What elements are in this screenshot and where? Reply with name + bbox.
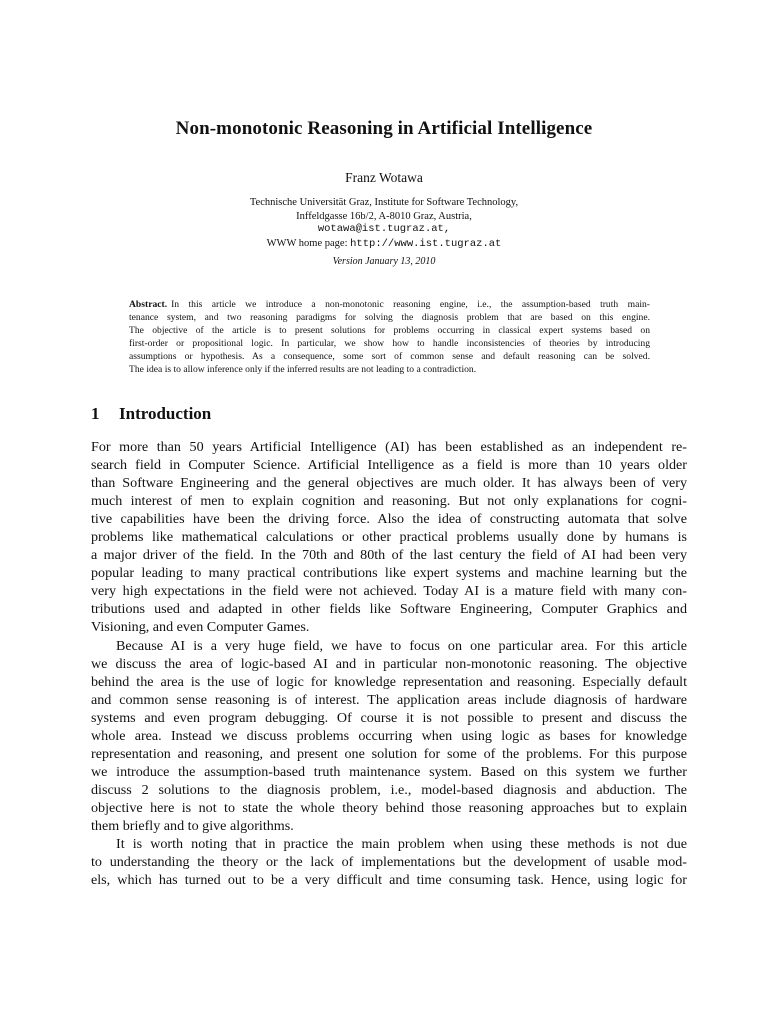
affiliation-www — [0, 237, 768, 252]
body-line: much interest of men to explain cognition and reasoning. But not only explanations for cogni- — [91, 493, 687, 510]
body-line: problems like mathematical calculations or other practical problems usually done by humans is — [91, 529, 687, 546]
author-affiliation — [0, 196, 768, 251]
body-line: we introduce the assumption-based truth maintenance system. Based on this system we further — [91, 763, 687, 780]
body-line: discuss 2 solutions to the diagnosis problem, i.e., model-based diagnosis and abduction. The — [91, 781, 687, 798]
abstract-label: Abstract. — [129, 299, 168, 310]
section-number: 1 — [91, 404, 100, 423]
body-line: For more than 50 years Artificial Intelligence (AI) has been established as an independent re- — [91, 439, 687, 455]
body-line: representation and reasoning, and present one solution for some of the problems. For this purpose — [91, 745, 687, 762]
abstract — [129, 298, 650, 377]
body-line: whole area. Instead we discuss problems occurring when using logic as bases for knowledge — [91, 727, 687, 744]
body-line: objective here is not to state the whole theory behind those reasoning approaches but to explain — [91, 799, 687, 816]
abstract-line: The objective of the article is to present solutions for problems occurring in classical expert systems based on — [129, 325, 650, 337]
body-line: behind the area is the use of logic for knowledge representation and reasoning. Especially default — [91, 673, 687, 690]
affiliation-address: Inffeldgasse 16b/2, A-8010 Graz, Austria, — [296, 210, 472, 222]
paper-title: Non-monotonic Reasoning in Artificial Intelligence — [175, 118, 593, 139]
body-line: tive capabilities have been the driving force. Also the idea of constructing automata that solve — [91, 511, 687, 528]
body-line: and common sense reasoning is of interest. The application areas include diagnosis of hardware — [91, 691, 687, 708]
body-line: Visioning, and even Computer Games. — [91, 619, 310, 636]
abstract-line-text: In this article we introduce a non-monotonic reasoning engine, i.e., the assumption-based truth main- — [171, 299, 650, 310]
paper-version: Version January 13, 2010 — [332, 256, 436, 267]
abstract-line: first-order or propositional logic. In particular, we show how to handle inconsistencies of theories by introducing — [129, 338, 650, 350]
author-name: Franz Wotawa — [345, 170, 423, 185]
abstract-line — [129, 298, 650, 311]
body-line: than Software Engineering and the general objectives are much older. It has always been of very — [91, 475, 687, 492]
body-line: tributions used and adapted in other fields like Software Engineering, Computer Graphics and — [91, 601, 687, 618]
body-line: very high expectations in the field were not achieved. Today AI is a mature field with many con- — [91, 583, 687, 600]
body-line: search field in Computer Science. Artificial Intelligence as a field is more than 10 years older — [91, 457, 687, 474]
body-line: els, which has turned out to be a very difficult and time consuming task. Hence, using logic for — [91, 872, 687, 889]
body-line: we discuss the area of logic-based AI and in particular non-monotonic reasoning. The objective — [91, 655, 687, 672]
www-url: http://www.ist.tugraz.at — [350, 237, 502, 250]
abstract-line: assumptions or hypothesis. As a consequence, some sort of common sense and default reasoning can be solved. — [129, 351, 650, 363]
section-heading — [91, 404, 211, 424]
abstract-line: tenance system, and two reasoning paradigms for solving the diagnosis problem that are based on this engine. — [129, 312, 650, 324]
body-line: popular leading to many practical contributions like expert systems and machine learning but the — [91, 565, 687, 582]
body-line: a major driver of the field. In the 70th and 80th of the last century the field of AI had been very — [91, 547, 687, 564]
body-line: to understanding the theory or the lack of implementations but the development of usable mod- — [91, 854, 687, 871]
body-line: Because AI is a very huge field, we have to focus on one particular area. For this article — [116, 637, 687, 654]
affiliation-institute: Technische Universität Graz, Institute for Software Technology, — [249, 197, 519, 208]
introduction-body — [91, 438, 687, 889]
body-line: It is worth noting that in practice the main problem when using these methods is not due — [116, 836, 687, 853]
section-title: Introduction — [119, 404, 212, 423]
www-label: WWW home page: — [266, 237, 351, 249]
abstract-line: The idea is to allow inference only if the inferred results are not leading to a contradiction. — [129, 364, 477, 376]
author-email: wotawa@ist.tugraz.at, — [317, 223, 451, 236]
body-line: systems and even program debugging. Of course it is not possible to present and discuss the — [91, 709, 687, 726]
body-line: them briefly and to give algorithms. — [91, 817, 294, 834]
